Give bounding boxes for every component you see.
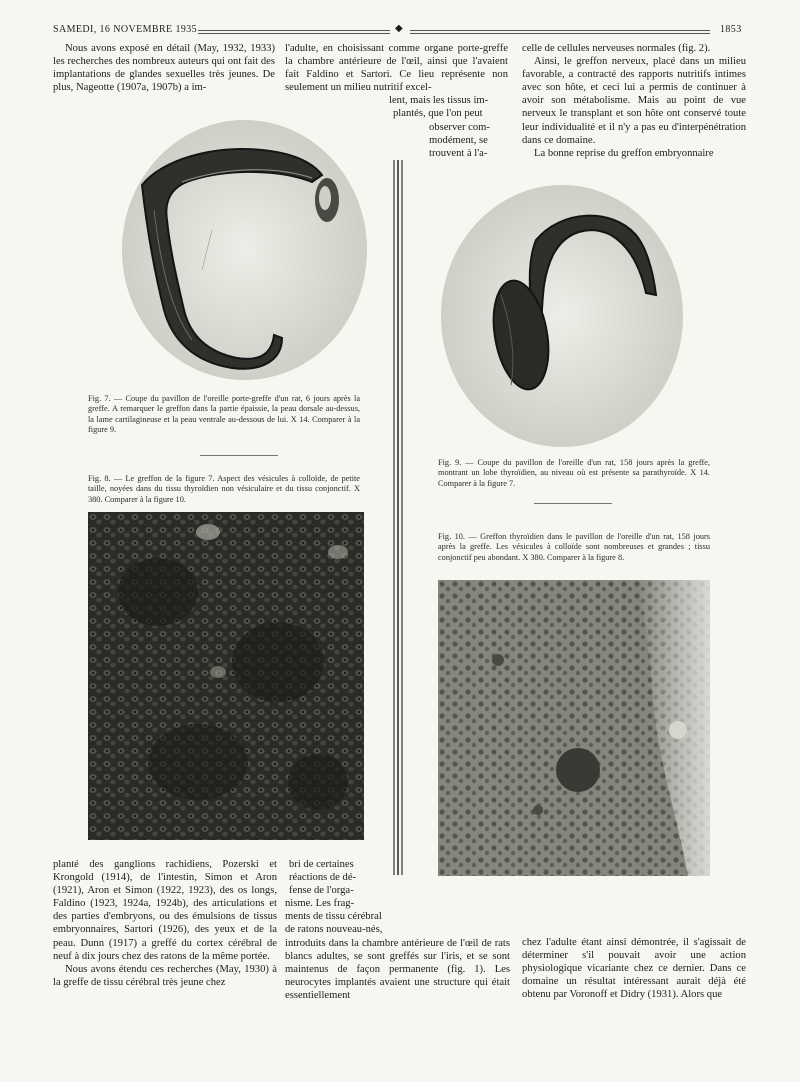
figure-9-micrograph	[441, 185, 683, 447]
narrow-line: observer com-	[429, 121, 490, 133]
narrow-line: bri de certaines	[289, 859, 354, 870]
column-1-bottom-para: planté des ganglions rachidiens, Pozerski et Krongold (1914), de l'intestin, Simon et Aron (1921), Aron et Simon (1922, 1923), des os longs, Faldino (1923, 1924a, 1924b), des articulations et des parties d'embryons, ou des émulsions de tissus embryonnaires, Sartori (1926), des yeux et de la peau. Dunn (1917) a greffé du cortex cérébral de neuf à dix jours chez des ratons de la même portée.	[53, 859, 277, 962]
column-1-top-text: Nous avons exposé en détail (May, 1932, 1933) les recherches des nombreux auteurs qui ont fait des implantations de glandes sexuelles très jeunes. De plus, Nageotte (1907a, 1907b) a im-	[53, 43, 275, 94]
header-ornament: ◆	[395, 23, 403, 34]
column-2-bottom-full: introduits dans la chambre antérieure de l'œil de rats blancs adultes, se sont greffés sur l'iris, et se sont maintenus de façon permanente (fig. 1). Les neurocytes implantés avaient une structure qui était essentiellement	[285, 937, 510, 1001]
header-rule-right	[410, 30, 710, 34]
column-2-bottom-narrow	[285, 858, 405, 937]
column-3-para: La bonne reprise du greffon embryonnaire	[534, 147, 714, 159]
column-2-top-text	[285, 42, 508, 160]
figure-10-micrograph	[438, 580, 710, 876]
column-2-bottom-text	[285, 858, 510, 1002]
page-number: 1853	[720, 24, 742, 35]
column-2-top-full: l'adulte, en choisissant comme organe porte-greffe la chambre antérieure de l'œil, ainsi que l'avaient fait Faldino et Sartori. Ce lieu représente non seulement un milieu nutritif excel-	[285, 43, 508, 94]
column-3-bottom-text: chez l'adulte étant ainsi démontrée, il s'agissait de déterminer s'il pouvait avoir une action physiologique vicariante chez ce dernier. Dans ce domaine un résultat intéressant aurait déjà été obtenu par Voronoff et Didry (1931). Alors que	[522, 937, 746, 1001]
narrow-line: lent, mais les tissus im-	[389, 95, 489, 107]
column-1-bottom-para: Nous avons étendu ces recherches (May, 1930) à la greffe de tissu cérébral très jeune chez	[53, 963, 277, 988]
figure-7-separator	[200, 455, 278, 456]
narrow-line: trouvent à l'a-	[429, 147, 488, 159]
figure-10-caption: Fig. 10. — Greffon thyroïdien dans le pavillon de l'oreille d'un rat, 158 jours après la greffe. Les vésicules à colloïde sont nombreuses et grandes ; tissu conjonctif peu abondant. X 380. Comparer à la figure 8.	[438, 532, 710, 562]
column-3-para: Ainsi, le greffon nerveux, placé dans un milieu favorable, a contracté des rapports nutritifs intimes avec son hôte, et ceci lui a permis de continuer à avoir son métabolisme. Mais au point de vue nerveux le transplant et son hôte ont conservé toute leur individualité et il n'y a pas eu d'interpénétration dans ce domaine.	[522, 56, 746, 146]
narrow-line: ments de tissu cérébral	[285, 911, 382, 923]
center-divider	[390, 160, 406, 875]
narrow-line: nisme. Les frag-	[285, 898, 355, 910]
header-rule-left	[198, 30, 390, 34]
figure-8-caption: Fig. 8. — Le greffon de la figure 7. Aspect des vésicules à colloïde, de petite taille, noyées dans du tissu thyroïdien non vésiculaire et du tissu conjonctif. X 380. Comparer à la figure 10.	[88, 474, 360, 504]
column-1-bottom-text	[53, 858, 277, 989]
figure-7-micrograph	[122, 120, 367, 380]
narrow-line: de ratons nouveau-nés,	[285, 924, 383, 936]
column-3-para: celle de cellules nerveuses normales (fig. 2).	[522, 43, 711, 54]
narrow-line: modément, se	[429, 134, 488, 146]
column-3-top-text	[522, 42, 746, 160]
figure-9-caption: Fig. 9. — Coupe du pavillon de l'oreille d'un rat, 158 jours après la greffe, montrant un lobe thyroïdien, au niveau où est présente sa parathyroïde. X 14. Comparer à la figure 7.	[438, 458, 710, 488]
running-header-date: SAMEDI, 16 NOVEMBRE 1935	[53, 24, 198, 35]
narrow-line: réactions de dé-	[289, 872, 357, 884]
figure-9-separator	[534, 503, 612, 504]
figure-7-caption: Fig. 7. — Coupe du pavillon de l'oreille porte-greffe d'un rat, 6 jours après la greffe. A remarquer le greffon dans la partie épaissie, la peau dorsale au-dessus, la lame cartilagineuse et la peau ventrale au-dessous de lui. X 14. Comparer à la figure 9.	[88, 394, 360, 435]
column-2-top-narrow	[389, 94, 507, 159]
narrow-line: plantés, que l'on peut	[393, 108, 483, 120]
figure-8-micrograph	[88, 512, 364, 840]
narrow-line: fense de l'orga-	[289, 885, 354, 897]
